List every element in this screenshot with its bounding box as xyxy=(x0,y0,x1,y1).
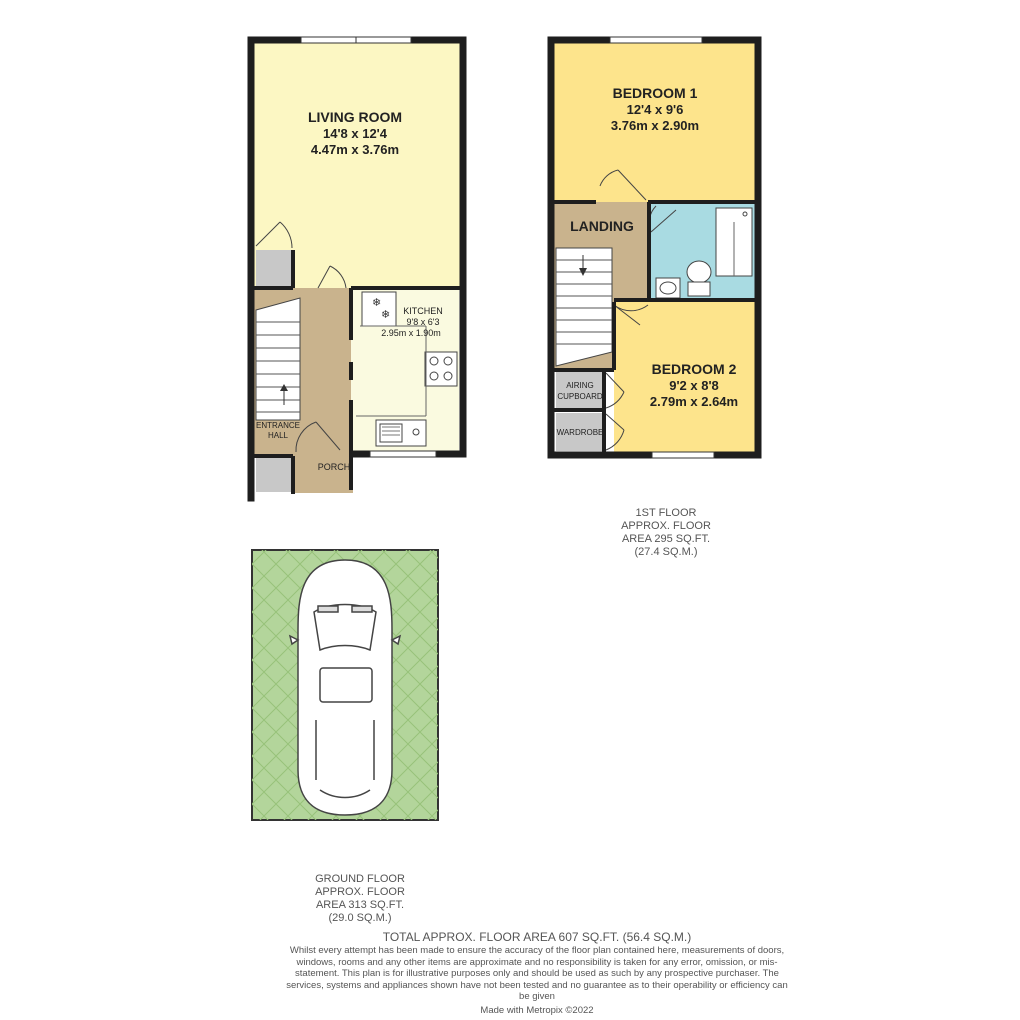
ground-floor-area-line3: AREA 313 SQ.FT. xyxy=(315,899,405,911)
svg-text:❄: ❄ xyxy=(372,296,382,309)
first-floor xyxy=(551,37,758,458)
living-room-metric: 4.47m x 3.76m xyxy=(310,142,400,157)
airing-cupboard-line1: AIRING xyxy=(566,381,594,390)
hall-cupboard xyxy=(256,456,293,492)
toilet-icon xyxy=(687,261,711,296)
living-room-imperial: 14'8 x 12'4 xyxy=(322,126,388,141)
under-stair-cupboard xyxy=(256,250,291,286)
first-floor-area-line2: APPROX. FLOOR xyxy=(621,520,711,532)
first-floor-area-line4: (27.4 SQ.M.) xyxy=(634,546,698,558)
first-floor-area-line3: AREA 295 SQ.FT. xyxy=(621,533,711,545)
stairs-icon xyxy=(556,248,612,366)
shower-icon xyxy=(716,208,752,276)
entrance-hall-line1: ENTRANCE xyxy=(255,421,301,430)
bedroom2-imperial: 9'2 x 8'8 xyxy=(669,378,719,393)
bedroom2-room xyxy=(614,302,756,452)
svg-text:❄: ❄ xyxy=(381,308,391,321)
stairs-icon xyxy=(256,298,300,420)
car-icon xyxy=(290,560,400,815)
sink-icon xyxy=(376,420,426,446)
bedroom2-name: BEDROOM 2 xyxy=(651,361,737,377)
bedroom1-imperial: 12'4 x 9'6 xyxy=(626,102,684,117)
first-floor-area-line1: 1ST FLOOR xyxy=(635,507,697,519)
basin-icon xyxy=(656,278,680,298)
ground-floor xyxy=(251,37,463,498)
living-room-name: LIVING ROOM xyxy=(307,109,403,125)
bedroom1-metric: 3.76m x 2.90m xyxy=(610,118,700,133)
entrance-hall-line2: HALL xyxy=(267,431,289,440)
fridge-freezer-icon xyxy=(362,292,396,326)
airing-cupboard-room xyxy=(556,372,604,408)
hob-icon xyxy=(425,352,457,386)
ground-floor-area-line1: GROUND FLOOR xyxy=(315,873,405,885)
porch-name: PORCH xyxy=(317,462,351,472)
kitchen-name: KITCHEN xyxy=(403,306,443,316)
airing-cupboard-line2: CUPBOARD xyxy=(557,392,603,401)
total-floor-area: TOTAL APPROX. FLOOR AREA 607 SQ.FT. (56.4 SQ.M.) xyxy=(382,930,692,944)
kitchen-metric: 2.95m x 1.90m xyxy=(381,328,441,338)
landing-name: LANDING xyxy=(570,218,634,234)
ground-floor-area-line2: APPROX. FLOOR xyxy=(315,886,405,898)
ground-floor-area-line4: (29.0 SQ.M.) xyxy=(328,912,392,924)
first-floor-area xyxy=(621,507,711,558)
bedroom1-name: BEDROOM 1 xyxy=(612,85,698,101)
ground-floor-area xyxy=(315,873,405,924)
wardrobe-name: WARDROBE xyxy=(556,428,604,437)
disclaimer-text: Whilst every attempt has been made to ensure the accuracy of the floor plan contained here, measurements of doors, windows, rooms and any other items are approximate and no responsibility is taken for any error, omission, or mis-statement. This plan is for illustrative purposes only and should be used as such by any prospective purchaser. The services, systems and appliances shown have not been tested and no guarantee as to their operability or efficiency can be given xyxy=(286,945,788,1003)
metropix-credit: Made with Metropix ©2022 xyxy=(480,1005,594,1016)
kitchen-imperial: 9'8 x 6'3 xyxy=(406,317,440,327)
porch-room xyxy=(293,420,353,493)
bedroom2-metric: 2.79m x 2.64m xyxy=(649,394,739,409)
